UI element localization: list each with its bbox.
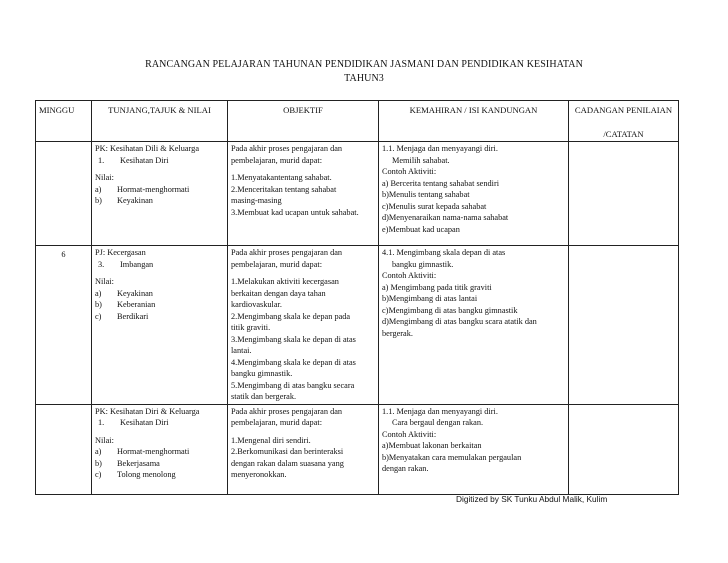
objektif-line: 5.Mengimbang di atas bangku secara — [231, 380, 355, 390]
objektif-intro: pembelajaran, murid dapat: — [231, 259, 322, 269]
kemahiran-line: a) Mengimbang pada titik graviti — [382, 282, 492, 292]
nilai-item-mark: c) — [95, 470, 102, 479]
cell-catatan — [569, 404, 679, 494]
header-minggu: MINGGU — [36, 101, 92, 142]
header-tunjang: TUNJANG,TAJUK & NILAI — [92, 101, 228, 142]
lesson-plan-table — [35, 100, 679, 495]
tunjang-head: PK: Kesihatan Dili & Keluarga — [95, 144, 199, 153]
nilai-item-mark: b) — [95, 458, 102, 468]
cell-kemahiran — [379, 246, 569, 405]
objektif-line: 1.Melakukan aktiviti kecergasan — [231, 277, 339, 286]
nilai-item — [95, 288, 224, 300]
objektif-line: kardiovaskular. — [231, 300, 282, 309]
header-objektif: OBJEKTIF — [228, 101, 379, 142]
kemahiran-line: Contoh Aktiviti: — [382, 167, 437, 176]
tunjang-nilai-label: Nilai: — [95, 277, 114, 286]
objektif-line: 2.Menceritakan tentang sahabat — [231, 184, 337, 194]
objektif-line: 3.Mengimbang skala ke depan di atas — [231, 334, 356, 344]
objektif-line: 3.Membuat kad ucapan untuk sahabat. — [231, 207, 359, 217]
objektif-line: 2.Mengimbang skala ke depan pada — [231, 311, 351, 321]
cell-week: 6 — [36, 246, 92, 405]
objektif-line: bangku gimnastik. — [231, 369, 293, 378]
kemahiran-line: 4.1. Mengimbang skala depan di atas — [382, 248, 506, 257]
nilai-item-text: Hormat-menghormati — [117, 184, 190, 194]
cell-kemahiran — [379, 142, 569, 246]
kemahiran-line: Memilih sahabat. — [392, 155, 450, 165]
objektif-line: masing-masing — [231, 196, 282, 205]
title-line-1: RANCANGAN PELAJARAN TAHUNAN PENDIDIKAN JASMANI DAN PENDIDIKAN KESIHATAN — [145, 59, 583, 70]
kemahiran-line: b)Menyatakan cara memulakan pergaulan — [382, 452, 522, 462]
nilai-item — [95, 299, 224, 311]
objektif-line: 1.Menyatakantentang sahabat. — [231, 173, 332, 182]
objektif-line: statik dan bergerak. — [231, 392, 297, 401]
kemahiran-line: d)Menyenaraikan nama-nama sahabat — [382, 213, 509, 222]
nilai-item — [95, 446, 224, 458]
cell-catatan — [569, 142, 679, 246]
nilai-item — [95, 195, 224, 207]
nilai-item-text: Keberanian — [117, 300, 156, 309]
cell-objektif — [228, 142, 379, 246]
objektif-intro: Pada akhir proses pengajaran dan — [231, 144, 343, 153]
nilai-item-text: Hormat-menghormati — [117, 447, 190, 456]
kemahiran-line: c)Mengimbang di atas bangku gimnastik — [382, 305, 518, 315]
table-row — [36, 404, 679, 494]
tunjang-head: PK: Kesihatan Diri & Keluarga — [95, 406, 200, 416]
tunjang-sub-mark: 1. — [98, 418, 105, 427]
tunjang-subtopic — [95, 259, 224, 271]
tunjang-sub-mark: 1. — [98, 155, 105, 165]
nilai-item-mark: a) — [95, 288, 102, 298]
cell-week — [36, 142, 92, 246]
kemahiran-line: b)Mengimbang di atas lantai — [382, 294, 478, 303]
cell-tunjang — [92, 246, 228, 405]
objektif-line: 2.Berkomunikasi dan berinteraksi — [231, 447, 344, 456]
kemahiran-line: b)Menulis tentang sahabat — [382, 190, 470, 199]
objektif-line: menyeronokkan. — [231, 470, 287, 479]
kemahiran-line: a) Bercerita tentang sahabat sendiri — [382, 178, 500, 188]
footer-credit: Digitized by SK Tunku Abdul Malik, Kulim — [456, 494, 608, 504]
tunjang-sub-text: Imbangan — [120, 259, 154, 269]
tunjang-sub-text: Kesihatan Diri — [120, 155, 169, 165]
nilai-item-mark: b) — [95, 300, 102, 309]
kemahiran-line: 1.1. Menjaga dan menyayangi diri. — [382, 144, 498, 153]
objektif-line: lantai. — [231, 346, 252, 355]
objektif-line: titik graviti. — [231, 323, 271, 332]
kemahiran-line: d)Mengimbang di atas bangku scara atatik dan — [382, 317, 537, 326]
tunjang-nilai-label: Nilai: — [95, 173, 114, 182]
tunjang-nilai-label: Nilai: — [95, 435, 114, 445]
nilai-item-mark: a) — [95, 184, 102, 194]
nilai-item-text: Bekerjasama — [117, 458, 160, 468]
tunjang-subtopic — [95, 417, 224, 429]
nilai-item-mark: a) — [95, 447, 102, 456]
objektif-line: 4.Mengimbang skala ke depan di atas — [231, 357, 356, 367]
header-cadangan-line1: CADANGAN PENILAIAN — [574, 105, 673, 115]
cell-catatan — [569, 246, 679, 405]
cell-week — [36, 404, 92, 494]
table-row — [36, 142, 679, 246]
nilai-item-text: Keyakinan — [117, 288, 153, 298]
objektif-intro: pembelajaran, murid dapat: — [231, 418, 322, 427]
nilai-item-text: Tolong menolong — [117, 470, 176, 479]
objektif-line: berkaitan dengan daya tahan — [231, 288, 326, 298]
tunjang-head: PJ: Kecergasan — [95, 248, 146, 257]
kemahiran-line: e)Membuat kad ucapan — [382, 224, 460, 234]
kemahiran-line: c)Menulis surat kepada sahabat — [382, 201, 487, 211]
header-cadangan — [569, 101, 679, 142]
kemahiran-line: Contoh Aktiviti: — [382, 429, 437, 439]
cell-objektif — [228, 404, 379, 494]
objektif-intro: Pada akhir proses pengajaran dan — [231, 248, 343, 257]
header-cadangan-line2: /CATATAN — [603, 128, 644, 139]
cell-tunjang — [92, 142, 228, 246]
nilai-item — [95, 184, 224, 196]
table-row — [36, 246, 679, 405]
kemahiran-line: a)Membuat lakonan berkaitan — [382, 441, 482, 450]
nilai-item-mark: b) — [95, 196, 102, 205]
table-header-row — [36, 101, 679, 142]
header-kemahiran: KEMAHIRAN / ISI KANDUNGAN — [379, 101, 569, 142]
kemahiran-line: bangku gimnastik. — [392, 259, 454, 269]
cell-tunjang — [92, 404, 228, 494]
nilai-item-text: Berdikari — [117, 311, 149, 321]
tunjang-sub-text: Kesihatan Diri — [120, 418, 169, 427]
kemahiran-line: Contoh Aktiviti: — [382, 271, 437, 280]
objektif-intro: Pada akhir proses pengajaran dan — [231, 406, 343, 416]
kemahiran-line: 1.1. Menjaga dan menyayangi diri. — [382, 406, 498, 416]
nilai-item-text: Keyakinan — [117, 196, 153, 205]
cell-kemahiran — [379, 404, 569, 494]
objektif-intro: pembelajaran, murid dapat: — [231, 155, 322, 165]
nilai-item — [95, 458, 224, 470]
objektif-line: dengan rakan dalam suasana yang — [231, 458, 344, 468]
document-title — [0, 58, 728, 86]
tunjang-subtopic — [95, 155, 224, 167]
cell-objektif — [228, 246, 379, 405]
kemahiran-line: Cara bergaul dengan rakan. — [392, 418, 484, 427]
tunjang-sub-mark: 3. — [98, 259, 105, 269]
kemahiran-line: dengan rakan. — [382, 464, 429, 473]
title-line-2: TAHUN3 — [344, 73, 384, 84]
nilai-item — [95, 469, 224, 481]
nilai-item-mark: c) — [95, 311, 102, 321]
kemahiran-line: bergerak. — [382, 328, 413, 338]
nilai-item — [95, 311, 224, 323]
objektif-line: 1.Mengenal diri sendiri. — [231, 435, 311, 445]
